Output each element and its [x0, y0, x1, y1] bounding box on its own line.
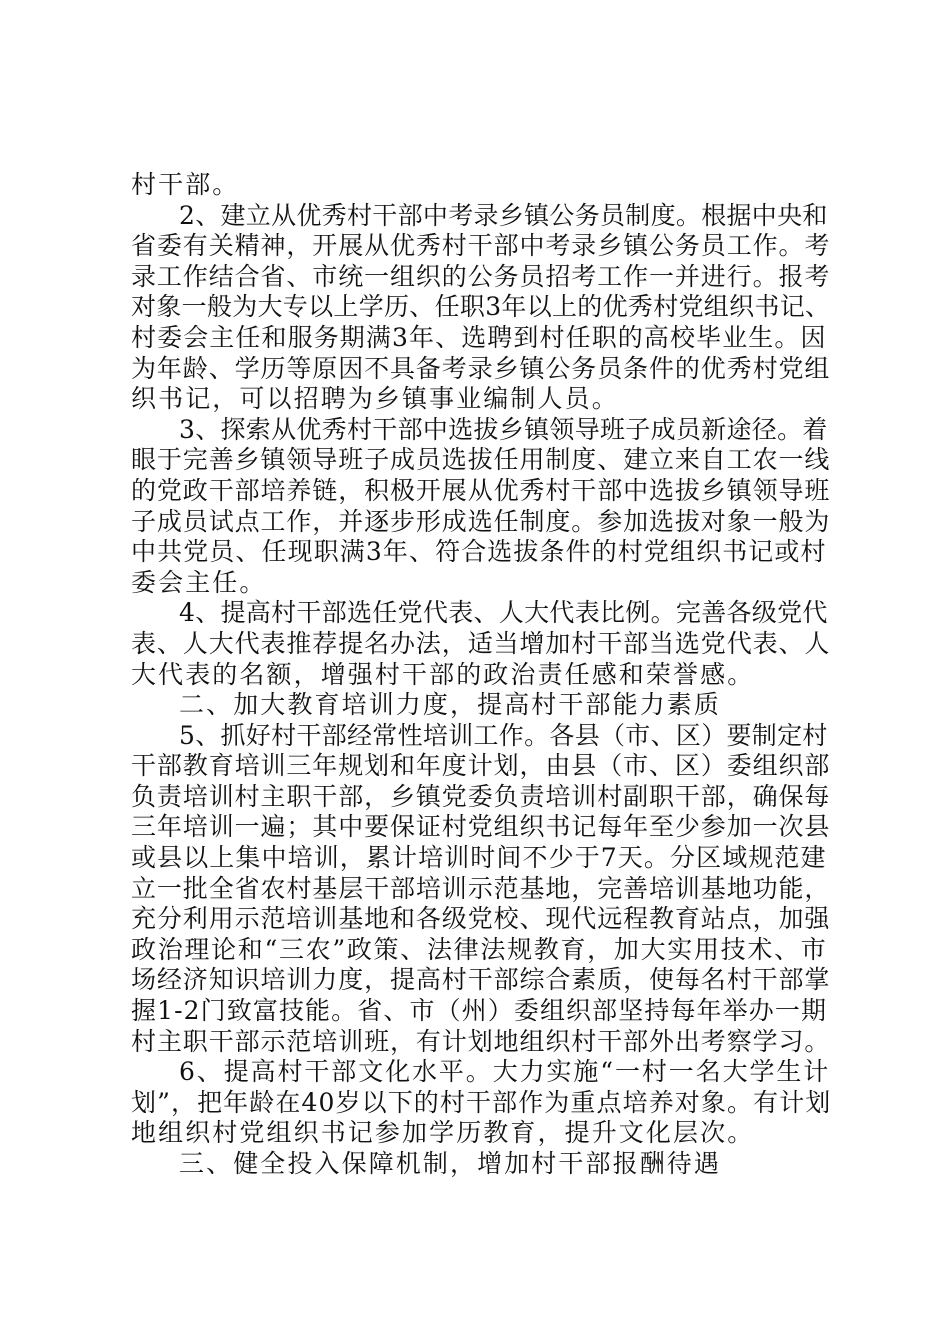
text-line: 村干部。 — [131, 170, 240, 199]
text-line: 眼于完善乡镇领导班子成员选拔任用制度、建立来自工农一线 — [131, 445, 831, 475]
text-line: 织书记，可以招聘为乡镇事业编制人员。 — [131, 384, 619, 414]
text-line: 的党政干部培养链，积极开展从优秀村干部中选拔乡镇领导班 — [131, 475, 831, 505]
text-line: 2、建立从优秀村干部中考录乡镇公务员制度。根据中央和 — [179, 200, 828, 230]
text-line: 表、人大代表推荐提名办法，适当增加村干部当选党代表、人 — [131, 628, 831, 658]
text-line: 村主职干部示范培训班，有计划地组织村干部外出考察学习。 — [131, 1026, 831, 1056]
text-line: 为年龄、学历等原因不具备考录乡镇公务员条件的优秀村党组 — [131, 353, 831, 383]
document-body — [131, 170, 831, 1180]
text-line: 充分利用示范培训基地和各级党校、现代远程教育站点，加强 — [131, 904, 831, 934]
text-line: 地组织村党组织书记参加学历教育，提升文化层次。 — [131, 1118, 755, 1148]
text-line: 划”，把年龄在40岁以下的村干部作为重点培养对象。有计划 — [131, 1087, 832, 1117]
text-line: 握1-2门致富技能。省、市（州）委组织部坚持每年举办一期 — [131, 996, 828, 1026]
text-line: 立一批全省农村基层干部培训示范基地，完善培训基地功能， — [131, 873, 831, 903]
text-line: 中共党员、任现职满3年、符合选拔条件的村党组织书记或村 — [131, 537, 827, 567]
text-line: 负责培训村主职干部，乡镇党委负责培训村副职干部，确保每 — [131, 781, 831, 811]
text-line: 5、抓好村干部经常性培训工作。各县（市、区）要制定村 — [179, 720, 828, 750]
text-line: 子成员试点工作，并逐步形成选任制度。参加选拔对象一般为 — [131, 506, 831, 536]
text-line: 6、提高村干部文化水平。大力实施“一村一名大学生计 — [179, 1057, 831, 1087]
text-line: 场经济知识培训力度，提高村干部综合素质，使每名村干部掌 — [131, 965, 831, 995]
text-line: 省委有关精神，开展从优秀村干部中考录乡镇公务员工作。考 — [131, 231, 831, 261]
text-line: 大代表的名额，增强村干部的政治责任感和荣誉感。 — [131, 659, 755, 689]
text-line: 委会主任。 — [131, 567, 267, 597]
text-line: 三年培训一遍；其中要保证村党组织书记每年至少参加一次县 — [131, 812, 831, 842]
text-line: 三、健全投入保障机制，增加村干部报酬待遇 — [179, 1149, 722, 1178]
text-line: 对象一般为大专以上学历、任职3年以上的优秀村党组织书记、 — [131, 292, 831, 322]
text-line: 录工作结合省、市统一组织的公务员招考工作一并进行。报考 — [131, 261, 831, 291]
text-line: 3、探索从优秀村干部中选拔乡镇领导班子成员新途径。着 — [179, 414, 828, 444]
text-line: 政治理论和“三农”政策、法律法规教育，加大实用技术、市 — [131, 934, 828, 964]
text-line: 二、加大教育培训力度，提高村干部能力素质 — [179, 690, 722, 720]
text-line: 干部教育培训三年规划和年度计划，由县（市、区）委组织部 — [131, 751, 831, 781]
text-line: 村委会主任和服务期满3年、选聘到村任职的高校毕业生。因 — [131, 322, 827, 352]
text-line: 或县以上集中培训，累计培训时间不少于7天。分区域规范建 — [131, 843, 827, 873]
text-line: 4、提高村干部选任党代表、人大代表比例。完善各级党代 — [179, 598, 828, 628]
